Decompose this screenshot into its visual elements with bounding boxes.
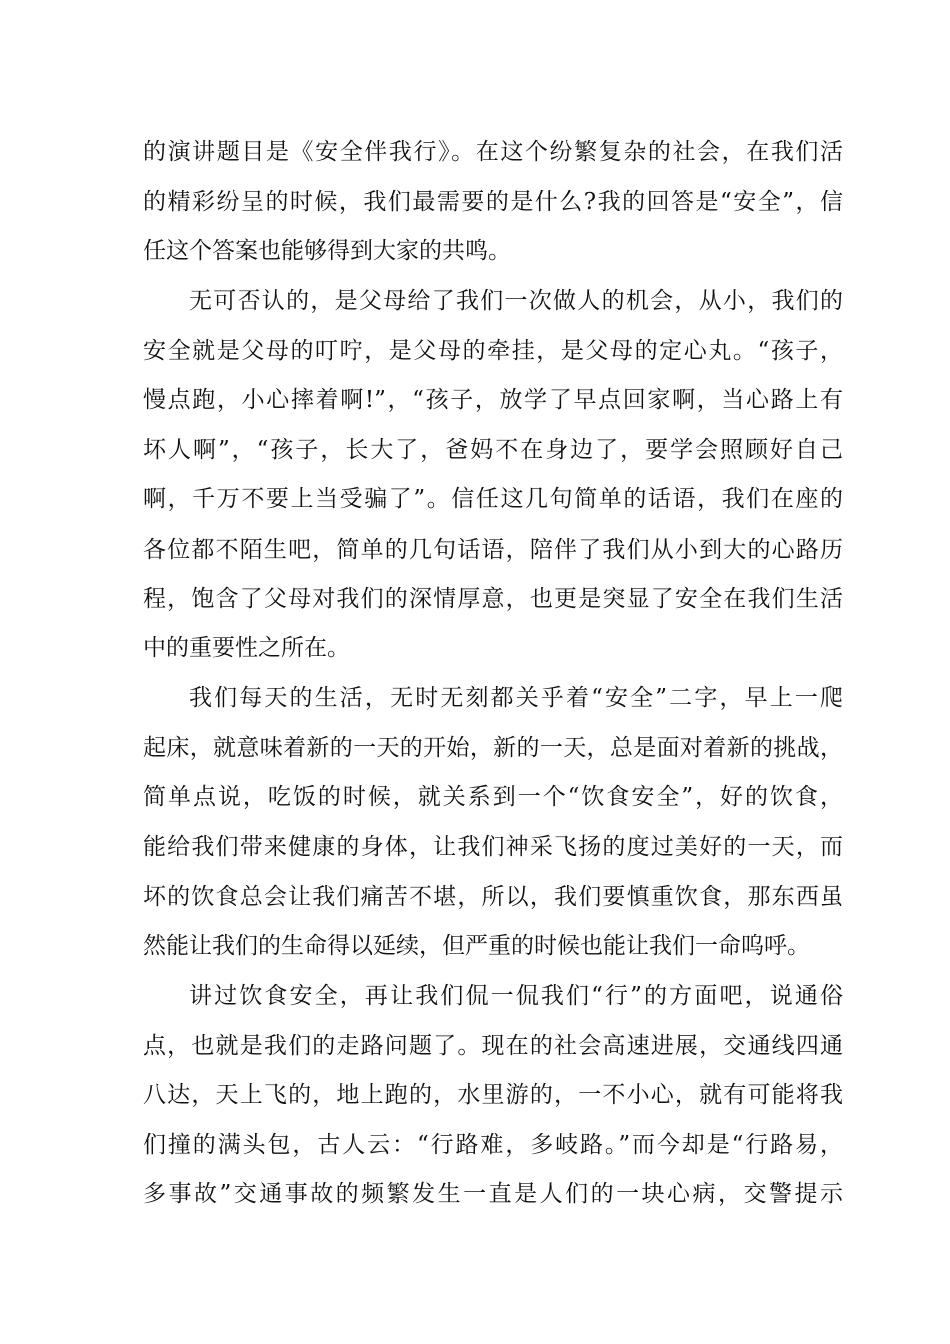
paragraph-2-line-7: 程，饱含了父母对我们的深情厚意，也更是突显了安全在我们生活 — [143, 586, 843, 612]
paragraph-2-line-5: 啊，千万不要上当受骗了”。信任这几句简单的话语，我们在座的 — [143, 486, 843, 512]
paragraph-2-line-6: 各位都不陌生吧，简单的几句话语，陪伴了我们从小到大的心路历 — [143, 537, 843, 563]
paragraph-2-line-2: 安全就是父母的叮咛，是父母的牵挂，是父母的定心丸。“孩子， — [143, 338, 843, 364]
paragraph-3-line-3: 简单点说，吃饭的时候，就关系到一个“饮食安全”，好的饮食， — [143, 784, 843, 810]
paragraph-4-line-4: 们撞的满头包，古人云：“行路难，多岐路。”而今却是“行路易， — [143, 1132, 843, 1158]
paragraph-2-line-4: 坏人啊”，“孩子，长大了，爸妈不在身边了，要学会照顾好自己 — [143, 437, 843, 463]
paragraph-2-line-8: 中的重要性之所在。 — [143, 635, 350, 661]
paragraph-1-line-2: 的精彩纷呈的时候，我们最需要的是什么?我的回答是“安全”，信 — [143, 189, 843, 215]
paragraph-4-line-5: 多事故”交通事故的频繁发生一直是人们的一块心病，交警提示 — [143, 1181, 843, 1207]
paragraph-2-line-1: 无可否认的，是父母给了我们一次做人的机会，从小，我们的 — [189, 288, 843, 314]
paragraph-3-line-4: 能给我们带来健康的身体，让我们神采飞扬的度过美好的一天，而 — [143, 834, 843, 860]
paragraph-3-line-5: 坏的饮食总会让我们痛苦不堪，所以，我们要慎重饮食，那东西虽 — [143, 884, 843, 910]
paragraph-4-line-2: 点，也就是我们的走路问题了。现在的社会高速进展，交通线四通 — [143, 1033, 843, 1059]
paragraph-1-line-3: 任这个答案也能够得到大家的共鸣。 — [143, 238, 511, 264]
paragraph-4-line-3: 八达，天上飞的，地上跑的，水里游的，一不小心，就有可能将我 — [143, 1082, 843, 1108]
paragraph-3-line-2: 起床，就意味着新的一天的开始，新的一天，总是面对着新的挑战， — [143, 735, 843, 761]
paragraph-3-line-6: 然能让我们的生命得以延续，但严重的时候也能让我们一命呜呼。 — [143, 933, 810, 959]
paragraph-4-line-1: 讲过饮食安全，再让我们侃一侃我们“行”的方面吧，说通俗 — [189, 983, 843, 1009]
paragraph-2-line-3: 慢点跑，小心摔着啊!”，“孩子，放学了早点回家啊，当心路上有 — [143, 387, 843, 413]
paragraph-1-line-1: 的演讲题目是《安全伴我行》。在这个纷繁复杂的社会，在我们活 — [143, 139, 843, 165]
paragraph-3-line-1: 我们每天的生活，无时无刻都关乎着“安全”二字，早上一爬 — [189, 685, 843, 711]
